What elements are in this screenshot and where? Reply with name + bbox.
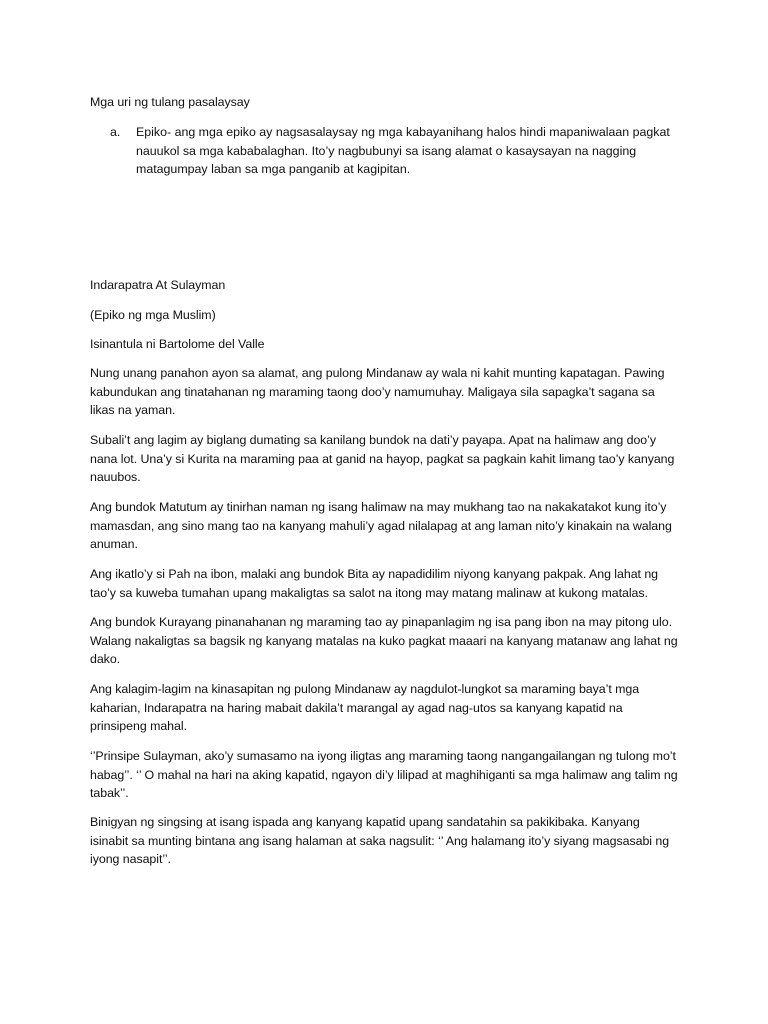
story-subtitle: (Epiko ng mga Muslim) bbox=[90, 308, 216, 322]
story-paragraph: Binigyan ng singsing at isang ispada ang kanyang kapatid upang sandatahin sa pakikibaka. Kanyang isinabit sa munting bintana ang isang halaman at saka nagsulit: ‘’ Ang halamang ito’y siyang magsasabi ng iyong nasapit’’. bbox=[90, 815, 670, 866]
story-paragraph: ‘’Prinsipe Sulayman, ako’y sumasamo na iyong iligtas ang maraming taong nangangailangan ng tulong mo’t habag’’. ‘’ O mahal na hari na aking kapatid, ngayon di’y lilipad at maghihiganti sa mga halimaw ang talim ng tabak’’. bbox=[90, 749, 678, 800]
list-item-text: Epiko- ang mga epiko ay nagsasalaysay ng mga kabayanihang halos hindi mapaniwalaan pagkat nauukol sa mga kababalaghan. Ito’y nagbubunyi sa isang alamat o kasaysayan na nagging matagumpay laban sa mga panganib at kagipitan. bbox=[136, 125, 670, 176]
section-heading: Mga uri ng tulang pasalaysay bbox=[90, 95, 250, 109]
story-paragraph: Ang bundok Matutum ay tinirhan naman ng isang halimaw na may mukhang tao na nakakatakot kung ito’y mamasdan, ang sino mang tao na kanyang mahuli’y agad nilalapag at ang laman nito’y kinakain na walang anuman. bbox=[90, 500, 672, 551]
story-title: Indarapatra At Sulayman bbox=[90, 278, 226, 292]
story-paragraph: Nung unang panahon ayon sa alamat, ang pulong Mindanaw ay wala ni kahit munting kapatagan. Pawing kabundukan ang tinatahanan ng maraming taong doo’y namumuhay. Maligaya sila sapagka’t sagana sa likas na yaman. bbox=[90, 366, 665, 417]
story-paragraph: Ang ikatlo’y si Pah na ibon, malaki ang bundok Bita ay napadidilim niyong kanyang pakpak. Ang lahat ng tao’y sa kuweba tumahan upang makaligtas sa salot na itong may matang malinaw at kukong matalas. bbox=[90, 567, 659, 600]
story-author: Isinantula ni Bartolome del Valle bbox=[90, 337, 265, 351]
story-paragraph: Ang bundok Kurayang pinanahanan ng maraming tao ay pinapanlagim ng isa pang ibon na may pitong ulo. Walang nakaligtas sa bagsik ng kanyang matalas na kuko pagkat maaari na kanyang matanaw ang lahat ng dako. bbox=[90, 615, 678, 666]
list-item bbox=[110, 123, 690, 179]
story-paragraph: Ang kalagim-lagim na kinasapitan ng pulong Mindanaw ay nagdulot-lungkot sa maraming baya’t mga kaharian, Indarapatra na haring mabait dakila’t marangal ay agad nag-utos sa kanyang kapatid na prinsipeng mahal. bbox=[90, 682, 640, 733]
list-marker: a. bbox=[110, 125, 121, 139]
story-paragraph: Subali’t ang lagim ay biglang dumating sa kanilang bundok na dati’y payapa. Apat na halimaw ang doo’y nana lot. Una’y si Kurita na maraming paa at ganid na hayop, pagkat sa pagkain kahit limang tao’y kanyang nauubos. bbox=[90, 433, 675, 484]
